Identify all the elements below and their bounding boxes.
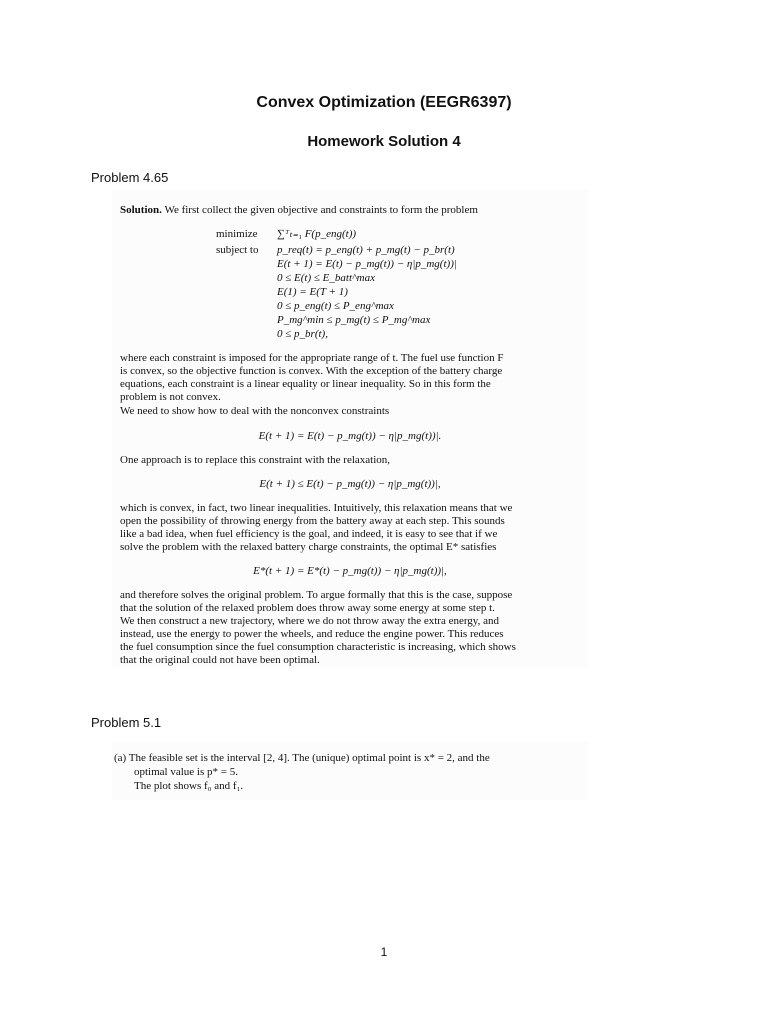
constraint-line: E(t + 1) = E(t) − p_mg(t)) − η|p_mg(t))| <box>277 258 457 270</box>
problem-heading-4-65: Problem 4.65 <box>91 170 169 185</box>
paragraph-line: We then construct a new trajectory, where we do not throw away the extra energy, and <box>120 615 499 627</box>
constraint-line: 0 ≤ E(t) ≤ E_batt^max <box>277 272 375 284</box>
paragraph-line: like a bad idea, when fuel efficiency is the goal, and indeed, it is easy to see that if we <box>120 528 498 540</box>
paragraph-line: open the possibility of throwing energy from the battery away at each step. This sounds <box>120 515 505 527</box>
document-subtitle: Homework Solution 4 <box>307 133 461 150</box>
paragraph-line: One approach is to replace this constraint with the relaxation, <box>120 454 391 466</box>
solution-label: Solution. <box>120 204 162 216</box>
solution-5-1-scan <box>112 742 588 800</box>
constraint-line: E(1) = E(T + 1) <box>277 286 348 298</box>
paragraph-line: problem is not convex. <box>120 391 221 403</box>
equation-optimal-energy: E*(t + 1) = E*(t) − p_mg(t)) − η|p_mg(t))|, <box>253 565 447 577</box>
constraint-line: P_mg^min ≤ p_mg(t) ≤ P_mg^max <box>277 314 431 326</box>
objective-expression: ∑ᵀₜ₌₁ F(p_eng(t)) <box>277 228 357 240</box>
paragraph-line: We need to show how to deal with the nonconvex constraints <box>120 405 390 417</box>
paragraph-line: where each constraint is imposed for the appropriate range of t. The fuel use function F <box>120 352 504 364</box>
paragraph-line: which is convex, in fact, two linear inequalities. Intuitively, this relaxation means that we <box>120 502 513 514</box>
paragraph-line: equations, each constraint is a linear equality or linear inequality. So in this form the <box>120 378 491 390</box>
paragraph-line: solve the problem with the relaxed battery charge constraints, the optimal E* satisfies <box>120 541 497 553</box>
document-title: Convex Optimization (EEGR6397) <box>256 94 512 111</box>
minimize-label: minimize <box>216 228 258 240</box>
answer-line: optimal value is p* = 5. <box>134 766 238 778</box>
subject-to-label: subject to <box>216 244 259 256</box>
solution-intro-line <box>120 204 478 216</box>
constraint-line: 0 ≤ p_br(t), <box>277 328 328 340</box>
constraint-line: 0 ≤ p_eng(t) ≤ P_eng^max <box>277 300 394 312</box>
answer-line: (a) The feasible set is the interval [2, 4]. The (unique) optimal point is x* = 2, and the <box>114 752 490 764</box>
page-number: 1 <box>380 945 388 959</box>
paragraph-line: the fuel consumption since the fuel consumption characteristic is increasing, which shows <box>120 641 516 653</box>
paragraph-line: that the solution of the relaxed problem does throw away some energy at some step t. <box>120 602 495 614</box>
solution-4-65-scan <box>112 190 588 668</box>
paragraph-line: that the original could not have been optimal. <box>120 654 320 666</box>
solution-intro-text: We first collect the given objective and constraints to form the problem <box>164 204 478 216</box>
equation-relaxation: E(t + 1) ≤ E(t) − p_mg(t)) − η|p_mg(t))|, <box>259 478 441 490</box>
equation-battery-charge: E(t + 1) = E(t) − p_mg(t)) − η|p_mg(t))|. <box>258 430 442 442</box>
paragraph-line: is convex, so the objective function is convex. With the exception of the battery charge <box>120 365 503 377</box>
constraint-line: p_req(t) = p_eng(t) + p_mg(t) − p_br(t) <box>277 244 455 256</box>
answer-line: The plot shows f₀ and f₁. <box>134 780 244 792</box>
paragraph-line: and therefore solves the original problem. To argue formally that this is the case, suppose <box>120 589 513 601</box>
paragraph-line: instead, use the energy to power the wheels, and reduce the engine power. This reduces <box>120 628 504 640</box>
problem-heading-5-1: Problem 5.1 <box>91 715 162 730</box>
